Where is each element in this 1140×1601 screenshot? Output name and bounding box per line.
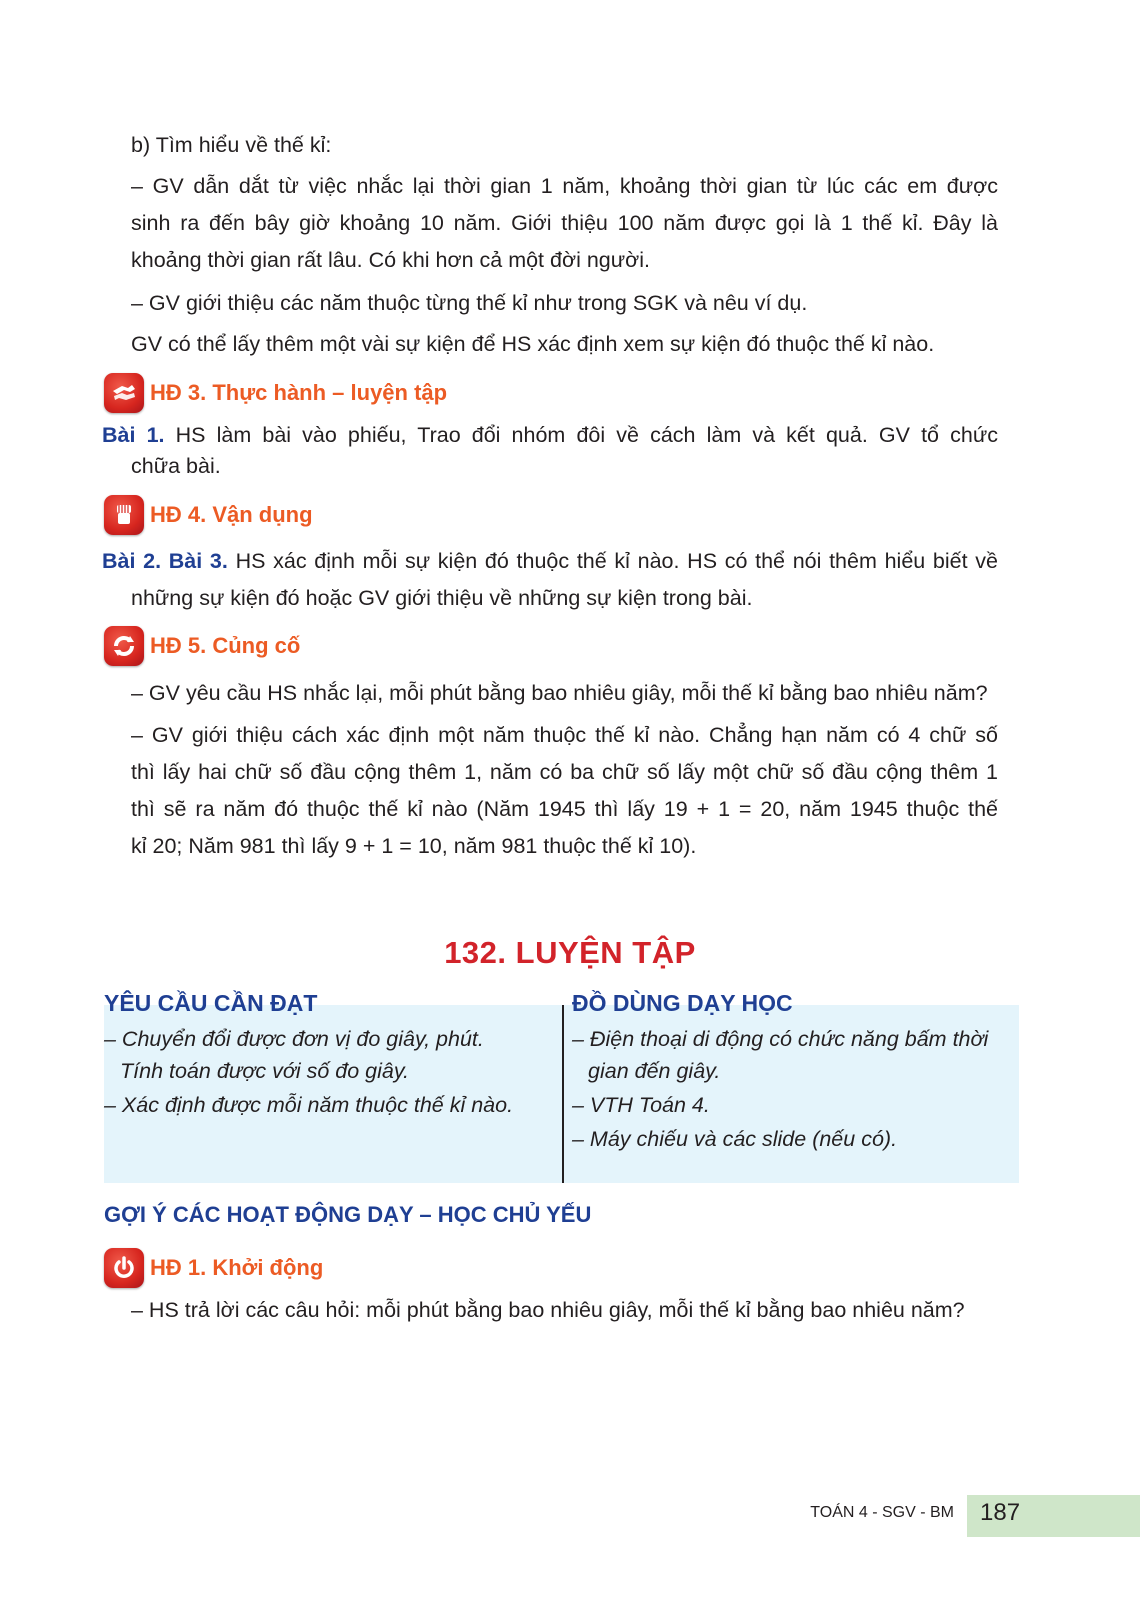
requirement-item: Tính toán được với số đo giây. <box>120 1059 410 1083</box>
paragraph-line: khoảng thời gian rất lâu. Có khi hơn cả một đời người. <box>131 248 650 272</box>
paragraph-line: GV có thể lấy thêm một vài sự kiện để HS xác định xem sự kiện đó thuộc thế kỉ nào. <box>131 332 935 356</box>
paragraph-line: thì lấy hai chữ số đầu cộng thêm 1, năm có ba chữ số lấy một chữ số đầu cộng thêm 1 <box>131 760 998 784</box>
hd4-title: HĐ 4. Vận dụng <box>150 502 313 527</box>
requirement-item: – Chuyển đổi được đơn vị đo giây, phút. <box>104 1027 484 1051</box>
page-number: 187 <box>980 1499 1021 1526</box>
hd5-header <box>104 626 300 666</box>
hd1-header <box>104 1248 323 1288</box>
hd3-line2: chữa bài. <box>131 454 221 478</box>
activities-heading: GỢI Ý CÁC HOẠT ĐỘNG DẠY – HỌC CHỦ YẾU <box>104 1202 592 1227</box>
requirements-heading: YÊU CẦU CẦN ĐẠT <box>104 990 318 1016</box>
hd4-header <box>104 495 313 535</box>
part-b-heading: b) Tìm hiểu về thế kỉ: <box>131 133 332 157</box>
material-item: – Máy chiếu và các slide (nếu có). <box>572 1127 898 1151</box>
paragraph-line: – GV yêu cầu HS nhắc lại, mỗi phút bằng bao nhiêu giây, mỗi thế kỉ bằng bao nhiêu năm? <box>131 681 988 705</box>
power-icon <box>104 1248 144 1288</box>
hd3-header <box>104 373 447 413</box>
paragraph-line: – HS trả lời các câu hỏi: mỗi phút bằng bao nhiêu giây, mỗi thế kỉ bằng bao nhiêu năm? <box>131 1298 965 1322</box>
refresh-icon <box>104 626 144 666</box>
paragraph-line: – GV dẫn dắt từ việc nhắc lại thời gian 1 năm, khoảng thời gian từ lúc các em được <box>131 174 998 198</box>
materials-heading: ĐỒ DÙNG DẠY HỌC <box>572 990 793 1016</box>
bai-label: Bài 1. <box>102 423 165 447</box>
material-item: – VTH Toán 4. <box>572 1093 710 1117</box>
paragraph-line: thì sẽ ra năm đó thuộc thế kỉ nào (Năm 1945 thì lấy 19 + 1 = 20, năm 1945 thuộc thế <box>131 797 998 821</box>
hd5-title: HĐ 5. Củng cố <box>150 633 301 658</box>
book-label: TOÁN 4 - SGV - BM <box>810 1504 954 1521</box>
requirement-item: – Xác định được mỗi năm thuộc thế kỉ nào. <box>104 1093 514 1117</box>
hands-icon <box>104 373 144 413</box>
hd4-line1 <box>102 543 998 579</box>
paragraph-line: – GV giới thiệu các năm thuộc từng thế kỉ như trong SGK và nêu ví dụ. <box>131 291 808 315</box>
hd3-title: HĐ 3. Thực hành – luyện tập <box>150 380 448 405</box>
hd1-title: HĐ 1. Khởi động <box>150 1255 324 1280</box>
bai-label: Bài 2. Bài 3. <box>102 549 228 573</box>
lesson-title: 132. LUYỆN TẬP <box>444 935 696 970</box>
material-item: gian đến giây. <box>588 1059 721 1083</box>
hd3-line1 <box>102 417 998 453</box>
paragraph-line: – GV giới thiệu cách xác định một năm thuộc thế kỉ nào. Chẳng hạn năm có 4 chữ số <box>131 723 998 747</box>
hd4-line2: những sự kiện đó hoặc GV giới thiệu về những sự kiện trong bài. <box>131 586 753 610</box>
fist-icon <box>104 495 144 535</box>
paragraph-line: sinh ra đến bây giờ khoảng 10 năm. Giới thiệu 100 năm được gọi là 1 thế kỉ. Đây là <box>131 211 998 235</box>
column-divider <box>562 1005 564 1183</box>
material-item: – Điện thoại di động có chức năng bấm thời <box>572 1027 989 1051</box>
hd3-text: HS làm bài vào phiếu, Trao đổi nhóm đôi về cách làm và kết quả. GV tổ chức <box>175 423 998 447</box>
hd4-text: HS xác định mỗi sự kiện đó thuộc thế kỉ nào. HS có thể nói thêm hiểu biết về <box>235 549 998 573</box>
paragraph-line: kỉ 20; Năm 981 thì lấy 9 + 1 = 10, năm 981 thuộc thế kỉ 10). <box>131 834 697 858</box>
